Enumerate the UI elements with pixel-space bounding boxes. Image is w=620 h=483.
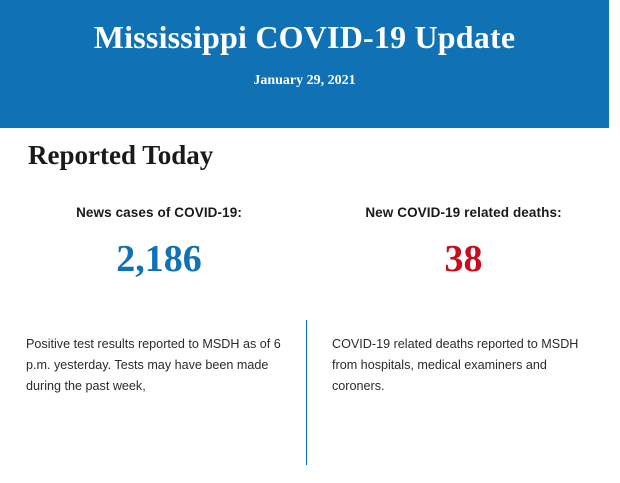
stat-card-new-cases <box>0 205 306 396</box>
stats-row <box>0 205 609 396</box>
stat-value-new-cases: 2,186 <box>116 238 202 280</box>
header-banner <box>0 0 609 128</box>
page-title: Mississippi COVID-19 Update <box>93 19 516 55</box>
report-date: January 29, 2021 <box>253 73 356 89</box>
stat-description-new-cases: Positive test results reported to MSDH as of 6 p.m. yesterday. Tests may have been made during the past week, <box>26 337 281 393</box>
stat-card-new-deaths <box>306 205 609 396</box>
column-divider <box>306 320 307 465</box>
stat-label-new-deaths: New COVID-19 related deaths: <box>365 205 562 220</box>
stat-value-new-deaths: 38 <box>444 238 483 280</box>
stat-description-new-deaths: COVID-19 related deaths reported to MSDH from hospitals, medical examiners and coroners. <box>332 337 579 393</box>
section-heading: Reported Today <box>28 140 214 170</box>
stat-label-new-cases: News cases of COVID-19: <box>76 205 242 220</box>
